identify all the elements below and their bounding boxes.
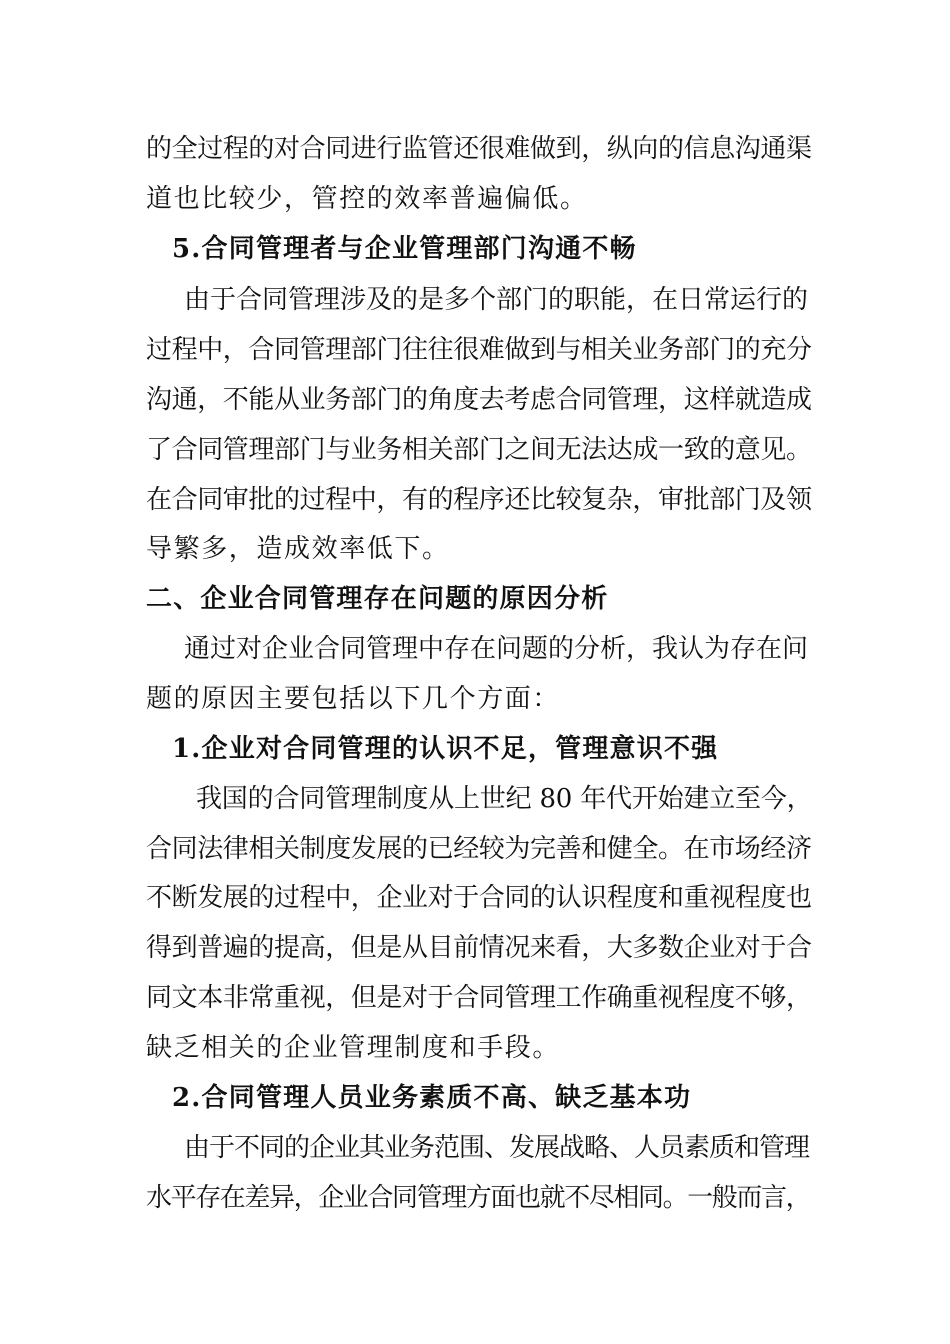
section-heading: 5.合同管理者与企业管理部门沟通不畅 [172,234,637,264]
body-text-line: 了合同管理部门与业务相关部门之间无法达成一致的意见。 [146,435,812,465]
body-text-line: 道也比较少，管控的效率普遍偏低。 [146,184,588,214]
body-text-line: 不断发展的过程中，企业对于合同的认识程度和重视程度也 [146,883,812,913]
body-text-line: 同文本非常重视，但是对于合同管理工作确重视程度不够， [146,983,812,1013]
body-text-line: 我国的合同管理制度从上世纪 80 年代开始建立至今， [196,784,813,814]
body-text-line: 通过对企业合同管理中存在问题的分析，我认为存在问 [184,634,809,664]
section-heading: 2.合同管理人员业务素质不高、缺乏基本功 [172,1083,692,1113]
body-text-line: 得到普遍的提高，但是从目前情况来看，大多数企业对于合 [146,933,812,963]
body-text-line: 缺乏相关的企业管理制度和手段。 [146,1033,561,1063]
body-text-line: 沟通，不能从业务部门的角度去考虑合同管理，这样就造成 [146,385,812,415]
body-text-line: 在合同审批的过程中，有的程序还比较复杂，审批部门及领 [146,485,812,515]
body-text-line: 由于合同管理涉及的是多个部门的职能，在日常运行的 [184,285,809,315]
body-text-line: 水平存在差异，企业合同管理方面也就不尽相同。一般而言， [146,1183,811,1213]
chapter-heading: 二、企业合同管理存在问题的原因分析 [146,584,609,614]
body-text-line: 过程中，合同管理部门往往很难做到与相关业务部门的充分 [146,335,812,365]
body-text-line: 的全过程的对合同进行监管还很难做到，纵向的信息沟通渠 [146,134,812,164]
body-text-line: 由于不同的企业其业务范围、发展战略、人员素质和管理 [184,1133,810,1163]
body-text-line: 合同法律相关制度发展的已经较为完善和健全。在市场经济 [146,834,812,864]
section-heading: 1.企业对合同管理的认识不足，管理意识不强 [172,734,719,764]
body-text-line: 导繁多，造成效率低下。 [146,534,450,564]
body-text-line: 题的原因主要包括以下几个方面： [146,684,561,714]
